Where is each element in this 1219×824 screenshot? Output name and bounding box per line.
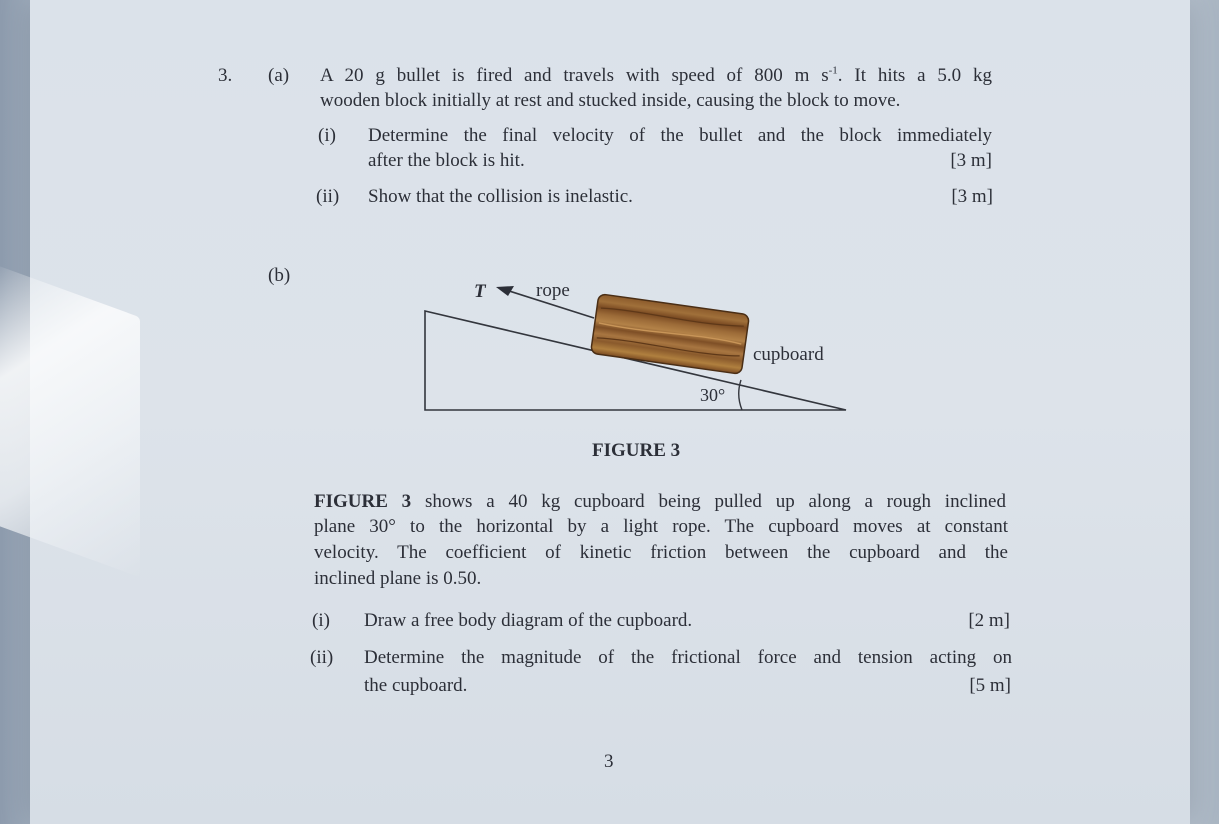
part-b-i-text: Draw a free body diagram of the cupboard. <box>364 610 693 631</box>
part-b-para-line2: plane 30° to the horizontal by a light rope. The cupboard moves at constant <box>314 516 1008 537</box>
tension-label: T <box>474 281 486 302</box>
part-a-i-marks: [3 m] <box>950 150 992 171</box>
part-b-label: (b) <box>268 265 291 286</box>
part-a-i-label: (i) <box>318 125 336 146</box>
part-a-ii-text: Show that the collision is inelastic. <box>368 186 633 207</box>
part-b-para-line3: velocity. The coefficient of kinetic friction between the cupboard and the <box>314 542 1008 563</box>
part-b-i-marks: [2 m] <box>968 610 1010 631</box>
part-a-label: (a) <box>268 65 290 86</box>
part-a-ii-label: (ii) <box>316 186 340 207</box>
figure-caption: FIGURE 3 <box>592 440 681 461</box>
part-b-para-line4: inclined plane is 0.50. <box>314 568 482 589</box>
part-a-i-line1: Determine the final velocity of the bullet and the block immediately <box>368 125 992 146</box>
angle-label: 30° <box>700 385 726 405</box>
cupboard-label: cupboard <box>753 344 824 365</box>
part-b-ii-line2: the cupboard. <box>364 675 468 696</box>
part-a-intro-line2: wooden block initially at rest and stucked inside, causing the block to move. <box>320 90 901 111</box>
question-number: 3. <box>218 65 233 86</box>
part-b-para-line1: FIGURE 3 shows a 40 kg cupboard being pulled up along a rough inclined <box>314 491 1006 512</box>
part-b-ii-marks: [5 m] <box>969 675 1011 696</box>
part-b-i-label: (i) <box>312 610 330 631</box>
part-a-ii-marks: [3 m] <box>951 186 993 207</box>
rope-label: rope <box>536 280 570 301</box>
part-b-ii-line1: Determine the magnitude of the frictional force and tension acting on <box>364 647 1012 668</box>
angle-arc <box>739 380 742 410</box>
cupboard-block <box>591 294 750 375</box>
part-a-intro-line1: A 20 g bullet is fired and travels with speed of 800 m $s^{-1}$. It hits a 5.0 kg <box>320 64 992 86</box>
part-b-ii-label: (ii) <box>310 647 334 668</box>
part-a-i-line2: after the block is hit. <box>368 150 525 171</box>
page-number: 3 <box>604 751 614 772</box>
